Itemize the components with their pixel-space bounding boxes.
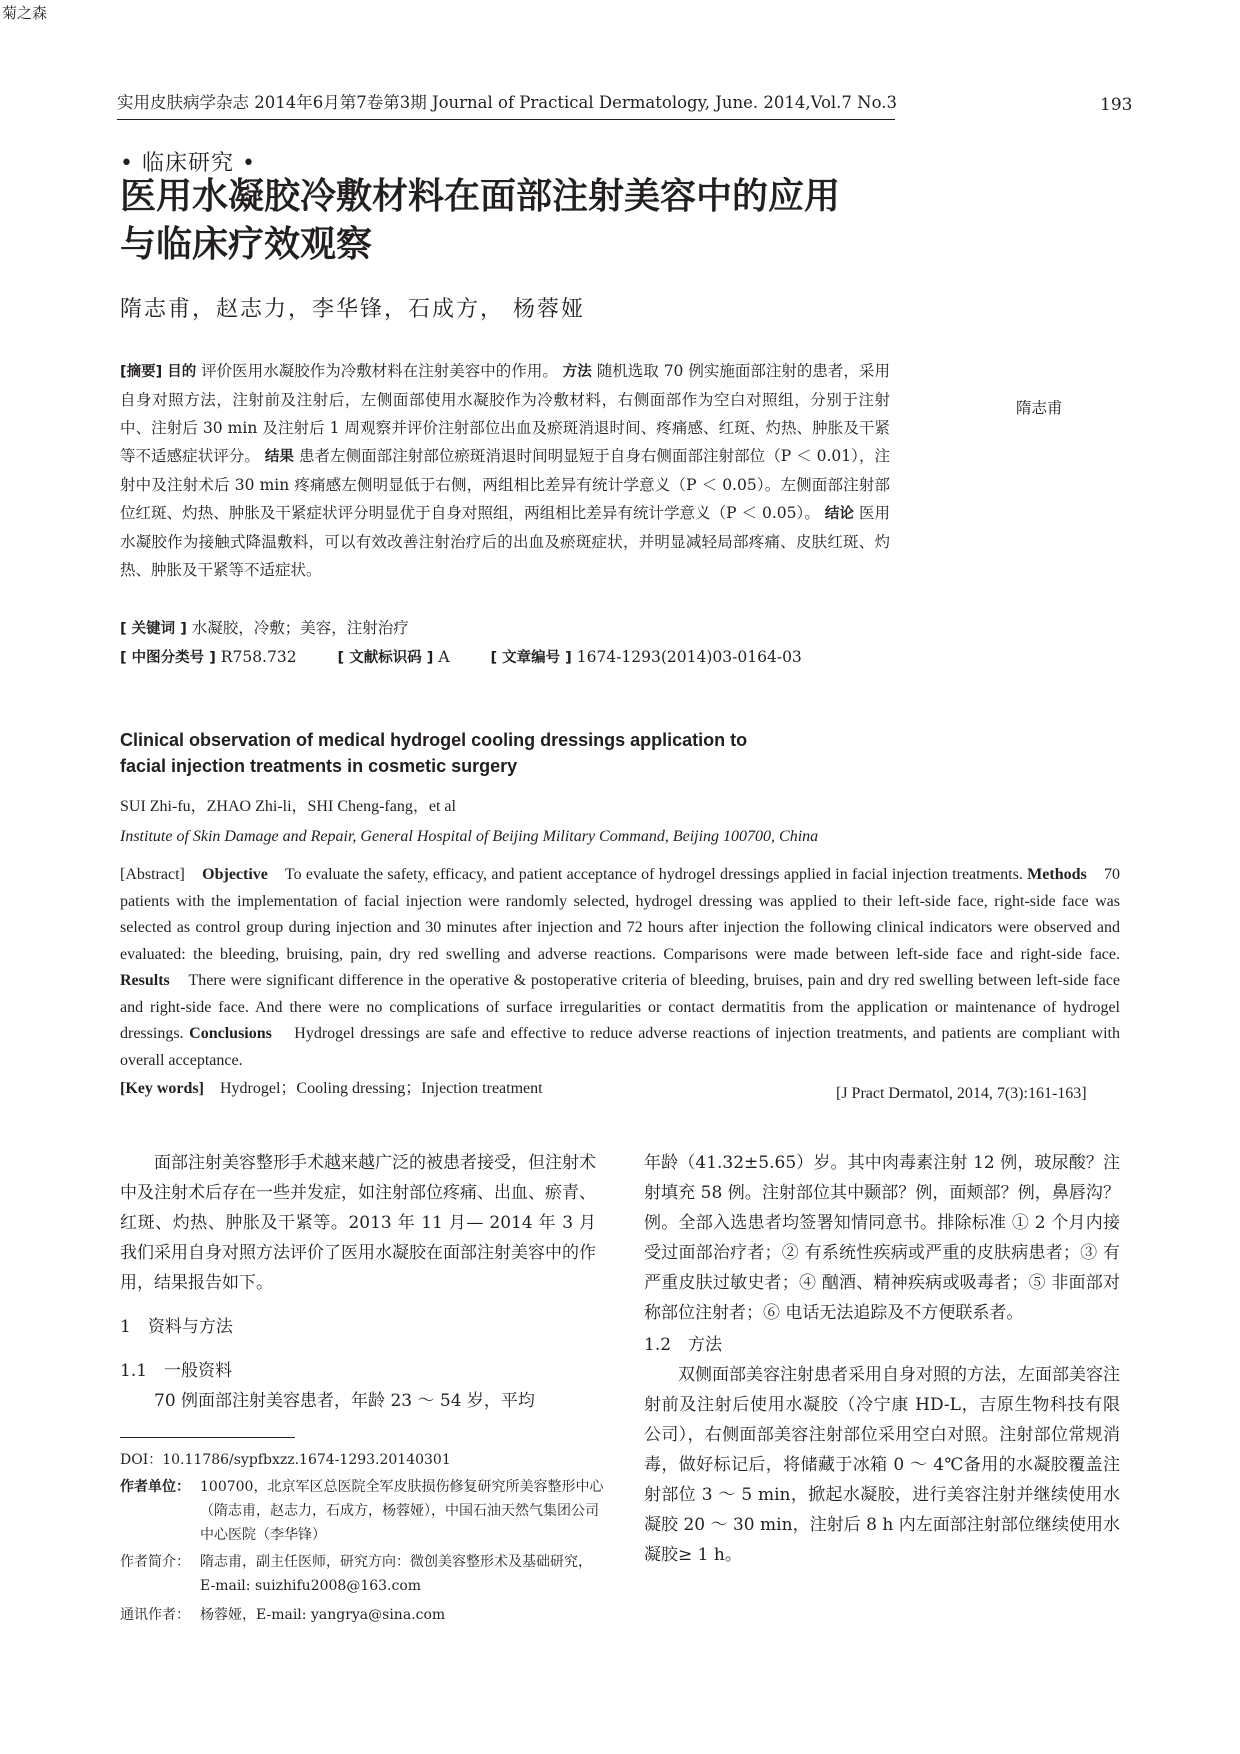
keywords-en-label: [Key words]	[120, 1080, 204, 1097]
section-heading: 1 资料与方法	[120, 1317, 233, 1337]
keywords-zh-label: [ 关键词 ]	[120, 621, 187, 637]
citation: [J Pract Dermatol, 2014, 7(3):161-163]	[836, 1085, 1087, 1102]
author-unit-label: 作者单位：	[120, 1479, 190, 1495]
abstract-en	[120, 862, 1120, 1074]
title-en	[120, 727, 747, 779]
subsection-heading: 1.1 一般资料	[120, 1361, 233, 1381]
footnote-divider	[120, 1437, 295, 1438]
author-unit-text: 100700，北京军区总医院全军皮肤损伤修复研究所美容整形中心（隋志甫，赵志力，石成方，杨蓉娅），中国石油天然气集团公司中心医院（李华锋）	[200, 1479, 604, 1543]
keywords-zh	[120, 616, 409, 638]
classification-line	[120, 646, 802, 667]
author-bio-text: 隋志甫，副主任医师，研究方向：微创美容整形术及基础研究，E-mail: suizhifu2008@163.com	[200, 1554, 592, 1594]
author-unit	[120, 1475, 620, 1547]
corresponding-author-label: 通讯作者：	[120, 1607, 190, 1623]
page-number: 193	[1100, 95, 1133, 115]
conclusion-text: 医用水凝胶作为接触式降温敷料，可以有效改善注射治疗后的出血及瘀斑症状，并明显减轻局部疼痛、皮肤红斑、灼热、肿胀及干紧等不适症状。	[120, 504, 890, 579]
title-en-line: Clinical observation of medical hydrogel cooling dressings application to	[120, 730, 748, 750]
author-bio	[120, 1550, 620, 1598]
article-number-label: [ 文章编号 ]	[490, 650, 572, 666]
title-zh-line: 医用水凝胶冷敷材料在面部注射美容中的应用	[120, 175, 841, 217]
section-tag: • 临床研究 •	[120, 151, 256, 176]
title-zh	[120, 172, 840, 268]
body-left-column	[120, 1148, 596, 1416]
institution-en: Institute of Skin Damage and Repair, General Hospital of Beijing Military Command, Beijing 100700, China	[120, 828, 819, 845]
body-paragraph: 70 例面部注射美容患者，年龄 23 ～ 54 岁，平均	[154, 1391, 535, 1411]
author-photo-label: 隋志甫	[1016, 399, 1063, 417]
abstract-en-label: [Abstract]	[120, 866, 185, 883]
subsection-heading: 1.2 方法	[644, 1335, 723, 1355]
authors-zh: 隋志甫，赵志力，李华锋，石成方， 杨蓉娅	[120, 297, 585, 322]
objective-text: 评价医用水凝胶作为冷敷材料在注射美容中的作用。	[201, 362, 558, 380]
title-zh-line: 与临床疗效观察	[120, 223, 373, 265]
intro-paragraph: 面部注射美容整形手术越来越广泛的被患者接受，但注射术中及注射术后存在一些并发症，如注射部位疼痛、出血、瘀青、红斑、灼热、肿胀及干紧等。2013 年 11 月— 2014 年 3 月我们采用自身对照方法评价了医用水凝胶在面部注射美容中的作用，结果报告如下。	[120, 1153, 596, 1293]
corresponding-author	[120, 1603, 620, 1627]
conclusions-en-label: Conclusions	[189, 1025, 272, 1042]
doc-code-label: [ 文献标识码 ]	[337, 650, 434, 666]
running-header: 实用皮肤病学杂志 2014年6月第7卷第3期 Journal of Practical Dermatology, June. 2014,Vol.7 No.3	[117, 89, 895, 120]
body-paragraph: 年龄（41.32±5.65）岁。其中肉毒素注射 12 例，玻尿酸？注射填充 58 例。注射部位其中颞部？例，面颊部？例，鼻唇沟？例。全部入选患者均签署知情同意书。排除标准 ① 2 个月内接受过面部治疗者；② 有系统性疾病或严重的皮肤病患者；③ 有严重皮肤过敏史者；④ 酗酒、精神疾病或吸毒者；⑤ 非面部对称部位注射者；⑥ 电话无法追踪及不方便联系者。	[644, 1153, 1120, 1323]
results-label: 结果	[264, 449, 294, 465]
keywords-en	[120, 1075, 543, 1098]
methods-en-label: Methods	[1027, 866, 1087, 883]
corresponding-author-text: 杨蓉娅，E-mail: yangrya@sina.com	[200, 1607, 446, 1623]
clc-value: R758.732	[220, 648, 297, 666]
title-en-line: facial injection treatments in cosmetic surgery	[120, 756, 518, 776]
results-text: 患者左侧面部注射部位瘀斑消退时间明显短于自身右侧面部注射部位（P ＜ 0.01），注射中及注射术后 30 min 疼痛感左侧明显低于右侧，两组相比差异有统计学意义（P ＜ 0.05）。左侧面部注射部位红斑、灼热、肿胀及干紧症状评分明显优于自身对照组，两组相比差异有统计学意义（P ＜ 0.05）。	[120, 447, 891, 522]
abstract-zh-label: [摘要]	[120, 364, 163, 380]
methods-text: 随机选取 70 例实施面部注射的患者，采用自身对照方法，注射前及注射后，左侧面部使用水凝胶作为冷敷材料，右侧面部作为空白对照组，分别于注射中、注射后 30 min 及注射后 1 周观察并评价注射部位出血及瘀斑消退时间、疼痛感、红斑、灼热、肿胀及干紧等不适感症状评分。	[120, 362, 890, 465]
objective-en-text: To evaluate the safety, efficacy, and patient acceptance of hydrogel dressings applied in facial injection treatments.	[284, 866, 1023, 883]
corner-text: 菊之森	[2, 4, 48, 22]
methods-label: 方法	[562, 364, 592, 380]
doc-code-value: A	[438, 648, 450, 666]
results-en-label: Results	[120, 972, 170, 989]
objective-label: 目的	[167, 364, 197, 380]
results-en-text: There were significant difference in the operative & postoperative criteria of bleeding, bruises, pain and dry red swelling between left-side face and right-side face. And there were no complications of surface irregularities or contact dermatitis from the application or maintenance of hydrogel dressings.	[120, 972, 1120, 1042]
body-right-column	[644, 1148, 1120, 1570]
conclusions-en-text: Hydrogel dressings are safe and effective to reduce adverse reactions of injection treatments, and patients are compliant with overall acceptance.	[120, 1025, 1121, 1069]
abstract-zh	[120, 357, 890, 584]
author-bio-label: 作者简介：	[120, 1554, 190, 1570]
methods-en-text: 70 patients with the implementation of facial injection were randomly selected, hydrogel dressing was applied to their left-side face, right-side face was selected as control group during injection and 30 minutes after injection and 72 hours after injection the following clinical indicators were observed and evaluated: the bleeding, bruising, pain, dry red swelling and adverse reactions. Comparisons were made between left-side face and right-side face.	[120, 866, 1121, 963]
keywords-en-text: Hydrogel；Cooling dressing；Injection treatment	[219, 1080, 543, 1097]
article-number-value: 1674-1293(2014)03-0164-03	[576, 648, 802, 666]
objective-en-label: Objective	[202, 866, 268, 883]
conclusion-label: 结论	[824, 506, 854, 522]
body-paragraph: 双侧面部美容注射患者采用自身对照的方法，左面部美容注射前及注射后使用水凝胶（冷宁康 HD-L，吉原生物科技有限公司），右侧面部美容注射部位采用空白对照。注射部位常规消毒，做好标记后，将储藏于冰箱 0 ～ 4℃备用的水凝胶覆盖注射部位 3 ～ 5 min，掀起水凝胶，进行美容注射并继续使用水凝胶 20 ～ 30 min，注射后 8 h 内左面部注射部位继续使用水凝胶≥ 1 h。	[644, 1365, 1120, 1565]
doi: DOI：10.11786/sypfbxzz.1674-1293.20140301	[120, 1452, 451, 1468]
keywords-zh-text: 水凝胶，冷敷；美容，注射治疗	[191, 619, 409, 637]
clc-label: [ 中图分类号 ]	[120, 650, 216, 666]
authors-en: SUI Zhi-fu，ZHAO Zhi-li，SHI Cheng-fang，et al	[120, 798, 456, 815]
